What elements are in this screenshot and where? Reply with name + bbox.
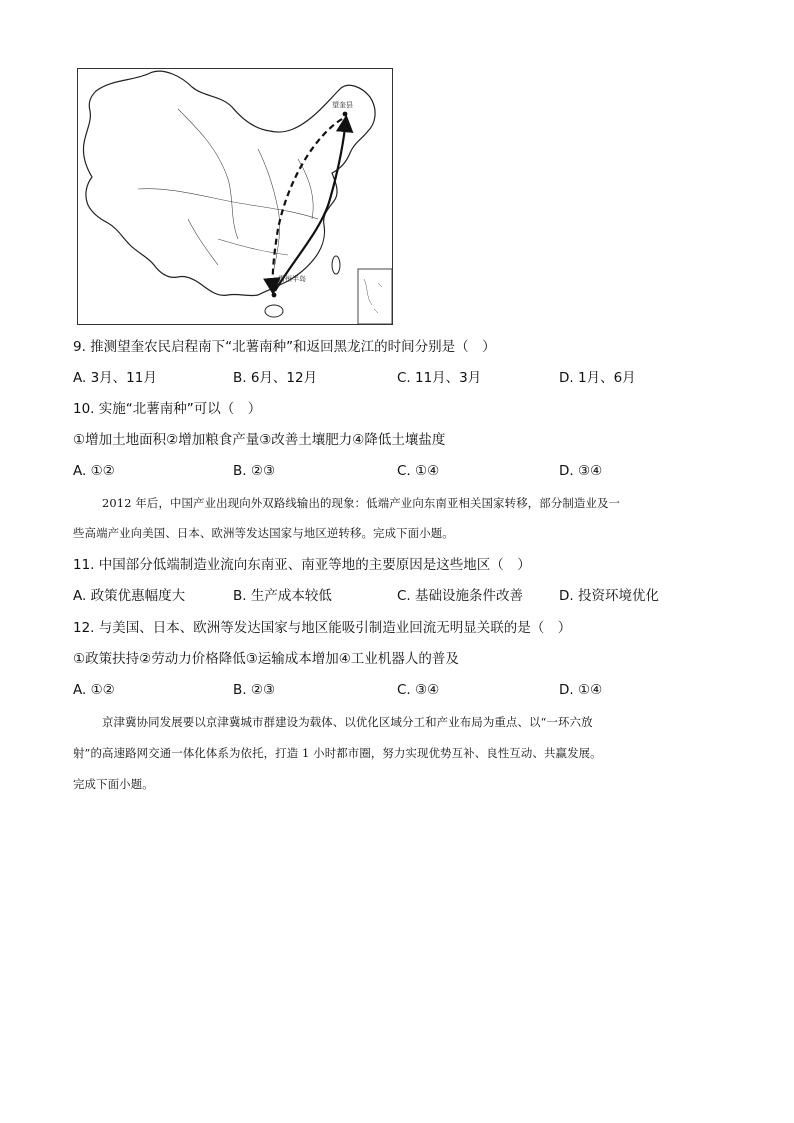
return-route-line xyxy=(275,119,346,291)
question-12-stem: 12. 与美国、日本、欧洲等发达国家与地区能吸引制造业回流无明显关联的是（ ） xyxy=(73,620,572,636)
q11-option-a: A. 政策优惠幅度大 xyxy=(73,588,186,604)
south-sea-inset xyxy=(358,269,392,324)
question-10-stem: 10. 实施“北薯南种”可以（ ） xyxy=(73,401,262,417)
leizhou-label: 雷州半岛 xyxy=(278,275,306,283)
q10-option-b: B. ②③ xyxy=(233,463,276,479)
question-12-items: ①政策扶持②劳动力价格降低③运输成本增加④工业机器人的普及 xyxy=(73,651,459,667)
q12-option-d: D. ①④ xyxy=(559,682,603,698)
q12-option-b: B. ②③ xyxy=(233,682,276,698)
q9-option-b: B. 6月、12月 xyxy=(233,370,318,386)
passage-2-line-3: 完成下面小题。 xyxy=(73,777,154,791)
china-map-figure xyxy=(77,68,393,325)
q11-option-d: D. 投资环境优化 xyxy=(559,588,659,604)
passage-1-line-1: 2012 年后，中国产业出现向外双路线输出的现象：低端产业向东南亚相关国家转移，部分制造业及一 xyxy=(102,496,621,510)
q11-option-b: B. 生产成本较低 xyxy=(233,588,332,604)
hainan-island xyxy=(265,305,283,317)
question-9-stem: 9. 推测望奎农民启程南下“北薯南种”和返回黑龙江的时间分别是（ ） xyxy=(73,339,496,355)
q9-option-d: D. 1月、6月 xyxy=(559,370,636,386)
taiwan-island xyxy=(332,256,340,274)
q9-option-c: C. 11月、3月 xyxy=(397,370,482,386)
question-10-items: ①增加土地面积②增加粮食产量③改善土壤肥力④降低土壤盐度 xyxy=(73,432,446,448)
q10-option-c: C. ①④ xyxy=(397,463,440,479)
q10-option-d: D. ③④ xyxy=(559,463,603,479)
question-11-stem: 11. 中国部分低端制造业流向东南亚、南亚等地的主要原因是这些地区（ ） xyxy=(73,557,531,573)
q12-option-c: C. ③④ xyxy=(397,682,440,698)
q12-option-a: A. ①② xyxy=(73,682,115,698)
q9-option-a: A. 3月、11月 xyxy=(73,370,157,386)
leizhou-dot xyxy=(272,293,277,298)
q10-option-a: A. ①② xyxy=(73,463,115,479)
passage-2-line-2: 射”的高速路网交通一体化体系为依托，打造 1 小时都市圈，努力实现优势互补、良性互动、共赢发展。 xyxy=(73,746,602,760)
q11-option-c: C. 基础设施条件改善 xyxy=(397,588,524,604)
wangkui-dot xyxy=(343,112,348,117)
passage-2-line-1: 京津冀协同发展要以京津冀城市群建设为载体、以优化区域分工和产业布局为重点、以“一环六放 xyxy=(102,715,593,729)
passage-1-line-2: 些高端产业向美国、日本、欧洲等发达国家与地区逆转移。完成下面小题。 xyxy=(73,526,454,540)
wangkui-label: 望奎县 xyxy=(332,101,353,109)
